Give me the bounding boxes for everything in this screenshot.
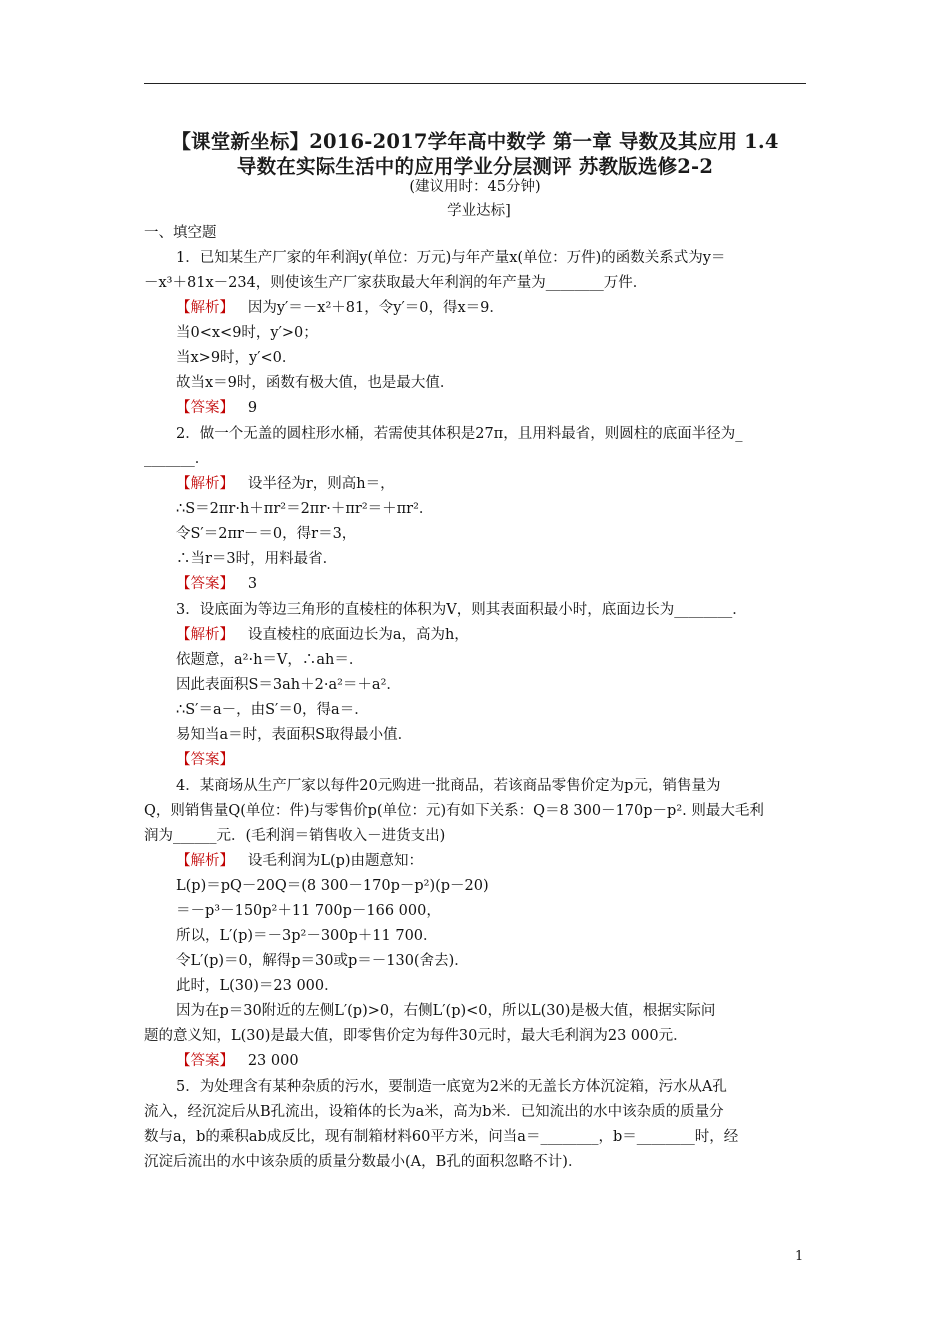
q4-analysis-text: 设毛利润为L(p)由题意知： xyxy=(247,853,424,869)
header-rule xyxy=(144,83,806,84)
q3-stem-line-1: 3．设底面为等边三角形的直棱柱的体积为V，则其表面积最小时，底面边长为________． xyxy=(176,602,747,618)
q5-stem-line-4: 沉淀后流出的水中该杂质的质量分数最小(A，B孔的面积忽略不计)． xyxy=(144,1154,583,1170)
q2-stem-line-2: _______． xyxy=(144,451,210,467)
section-label: 学业达标] xyxy=(447,203,511,219)
q4-step-7: 题的意义知，L(30)是最大值，即零售价定为每件30元时，最大毛利润为23 000元． xyxy=(144,1028,688,1044)
analysis-tag: 【解析】 xyxy=(176,300,234,316)
answer-tag: 【答案】 xyxy=(176,400,234,416)
q2-stem-line-1: 2．做一个无盖的圆柱形水桶，若需使其体积是27π，且用料最省，则圆柱的底面半径为_ xyxy=(176,426,743,442)
q2-analysis xyxy=(176,474,395,494)
q2-step-1: ∴S＝2πr·h＋πr²＝2πr·＋πr²＝＋πr²． xyxy=(176,501,434,517)
analysis-tag: 【解析】 xyxy=(176,627,234,643)
q1-analysis xyxy=(176,298,504,318)
q1-stem-line-1: 1．已知某生产厂家的年利润y(单位：万元)与年产量x(单位：万件)的函数关系式为y＝ xyxy=(176,250,726,266)
answer-tag: 【答案】 xyxy=(176,752,234,768)
q3-analysis xyxy=(176,625,469,645)
q1-answer-value: 9 xyxy=(247,400,258,416)
q1-stem-line-2: －x³＋81x－234，则使该生产厂家获取最大年利润的年产量为________万件． xyxy=(144,275,648,291)
page-number: 1 xyxy=(795,1249,804,1264)
q4-step-5: 此时，L(30)＝23 000． xyxy=(176,978,339,994)
q4-step-3: 所以，L′(p)＝－3p²－300p＋11 700． xyxy=(176,928,438,944)
document-title-line-1: 【课堂新坐标】2016-2017学年高中数学 第一章 导数及其应用 1.4 xyxy=(171,130,779,153)
q1-step-3: 故当x＝9时，函数有极大值，也是最大值． xyxy=(176,375,455,391)
q1-answer xyxy=(176,398,257,418)
q3-step-1: 依题意，a²·h＝V，∴ah＝． xyxy=(176,652,364,668)
q4-stem-line-3: 润为______元．(毛利润＝销售收入－进货支出) xyxy=(144,828,446,844)
q5-stem-line-1: 5．为处理含有某种杂质的污水，要制造一底宽为2米的无盖长方体沉淀箱，污水从A孔 xyxy=(176,1079,727,1095)
q4-step-1: L(p)＝pQ－20Q＝(8 300－170p－p²)(p－20) xyxy=(176,878,489,894)
q1-step-1: 当0<x<9时，y′>0； xyxy=(176,325,318,341)
q2-answer-value: 3 xyxy=(247,576,258,592)
q4-answer xyxy=(176,1051,299,1071)
q1-step-2: 当x>9时，y′<0． xyxy=(176,350,297,366)
analysis-tag: 【解析】 xyxy=(176,853,234,869)
q1-analysis-text: 因为y′＝－x²＋81，令y′＝0，得x＝9． xyxy=(247,300,504,316)
q3-answer xyxy=(176,750,248,770)
answer-tag: 【答案】 xyxy=(176,1053,234,1069)
q2-step-3: ∴当r＝3时，用料最省． xyxy=(176,551,338,567)
q3-step-4: 易知当a＝时，表面积S取得最小值． xyxy=(176,727,413,743)
part-heading: 一、填空题 xyxy=(144,225,217,241)
q4-stem-line-2: Q，则销售量Q(单位：件)与零售价p(单位：元)有如下关系：Q＝8 300－170p－p². 则最大毛利 xyxy=(144,803,764,819)
q4-analysis xyxy=(176,851,423,871)
q4-step-4: 令L′(p)＝0，解得p＝30或p＝－130(舍去)． xyxy=(176,953,469,969)
q4-answer-value: 23 000 xyxy=(247,1053,299,1069)
q5-stem-line-3: 数与a，b的乘积ab成反比，现有制箱材料60平方米，问当a＝________，b＝________时，经 xyxy=(144,1129,739,1145)
q5-stem-line-2: 流入，经沉淀后从B孔流出，设箱体的长为a米，高为b米．已知流出的水中该杂质的质量分 xyxy=(144,1104,724,1120)
q4-stem-line-1: 4．某商场从生产厂家以每件20元购进一批商品，若该商品零售价定为p元，销售量为 xyxy=(176,778,721,794)
analysis-tag: 【解析】 xyxy=(176,476,234,492)
q3-step-2: 因此表面积S＝3ah＋2·a²＝＋a²． xyxy=(176,677,401,693)
answer-tag: 【答案】 xyxy=(176,576,234,592)
q2-step-2: 令S′＝2πr－＝0，得r＝3， xyxy=(176,526,357,542)
suggested-time: (建议用时：45分钟) xyxy=(409,179,541,195)
q2-analysis-text: 设半径为r，则高h＝， xyxy=(247,476,395,492)
q4-step-2: ＝－p³－150p²＋11 700p－166 000， xyxy=(176,903,441,919)
q4-step-6: 因为在p＝30附近的左侧L′(p)>0，右侧L′(p)<0，所以L(30)是极大值，根据实际问 xyxy=(176,1003,716,1019)
document-title-line-2: 导数在实际生活中的应用学业分层测评 苏教版选修2-2 xyxy=(236,155,714,178)
q2-answer xyxy=(176,574,257,594)
q3-step-3: ∴S′＝a－，由S′＝0，得a＝． xyxy=(176,702,369,718)
q3-analysis-text: 设直棱柱的底面边长为a，高为h， xyxy=(247,627,469,643)
